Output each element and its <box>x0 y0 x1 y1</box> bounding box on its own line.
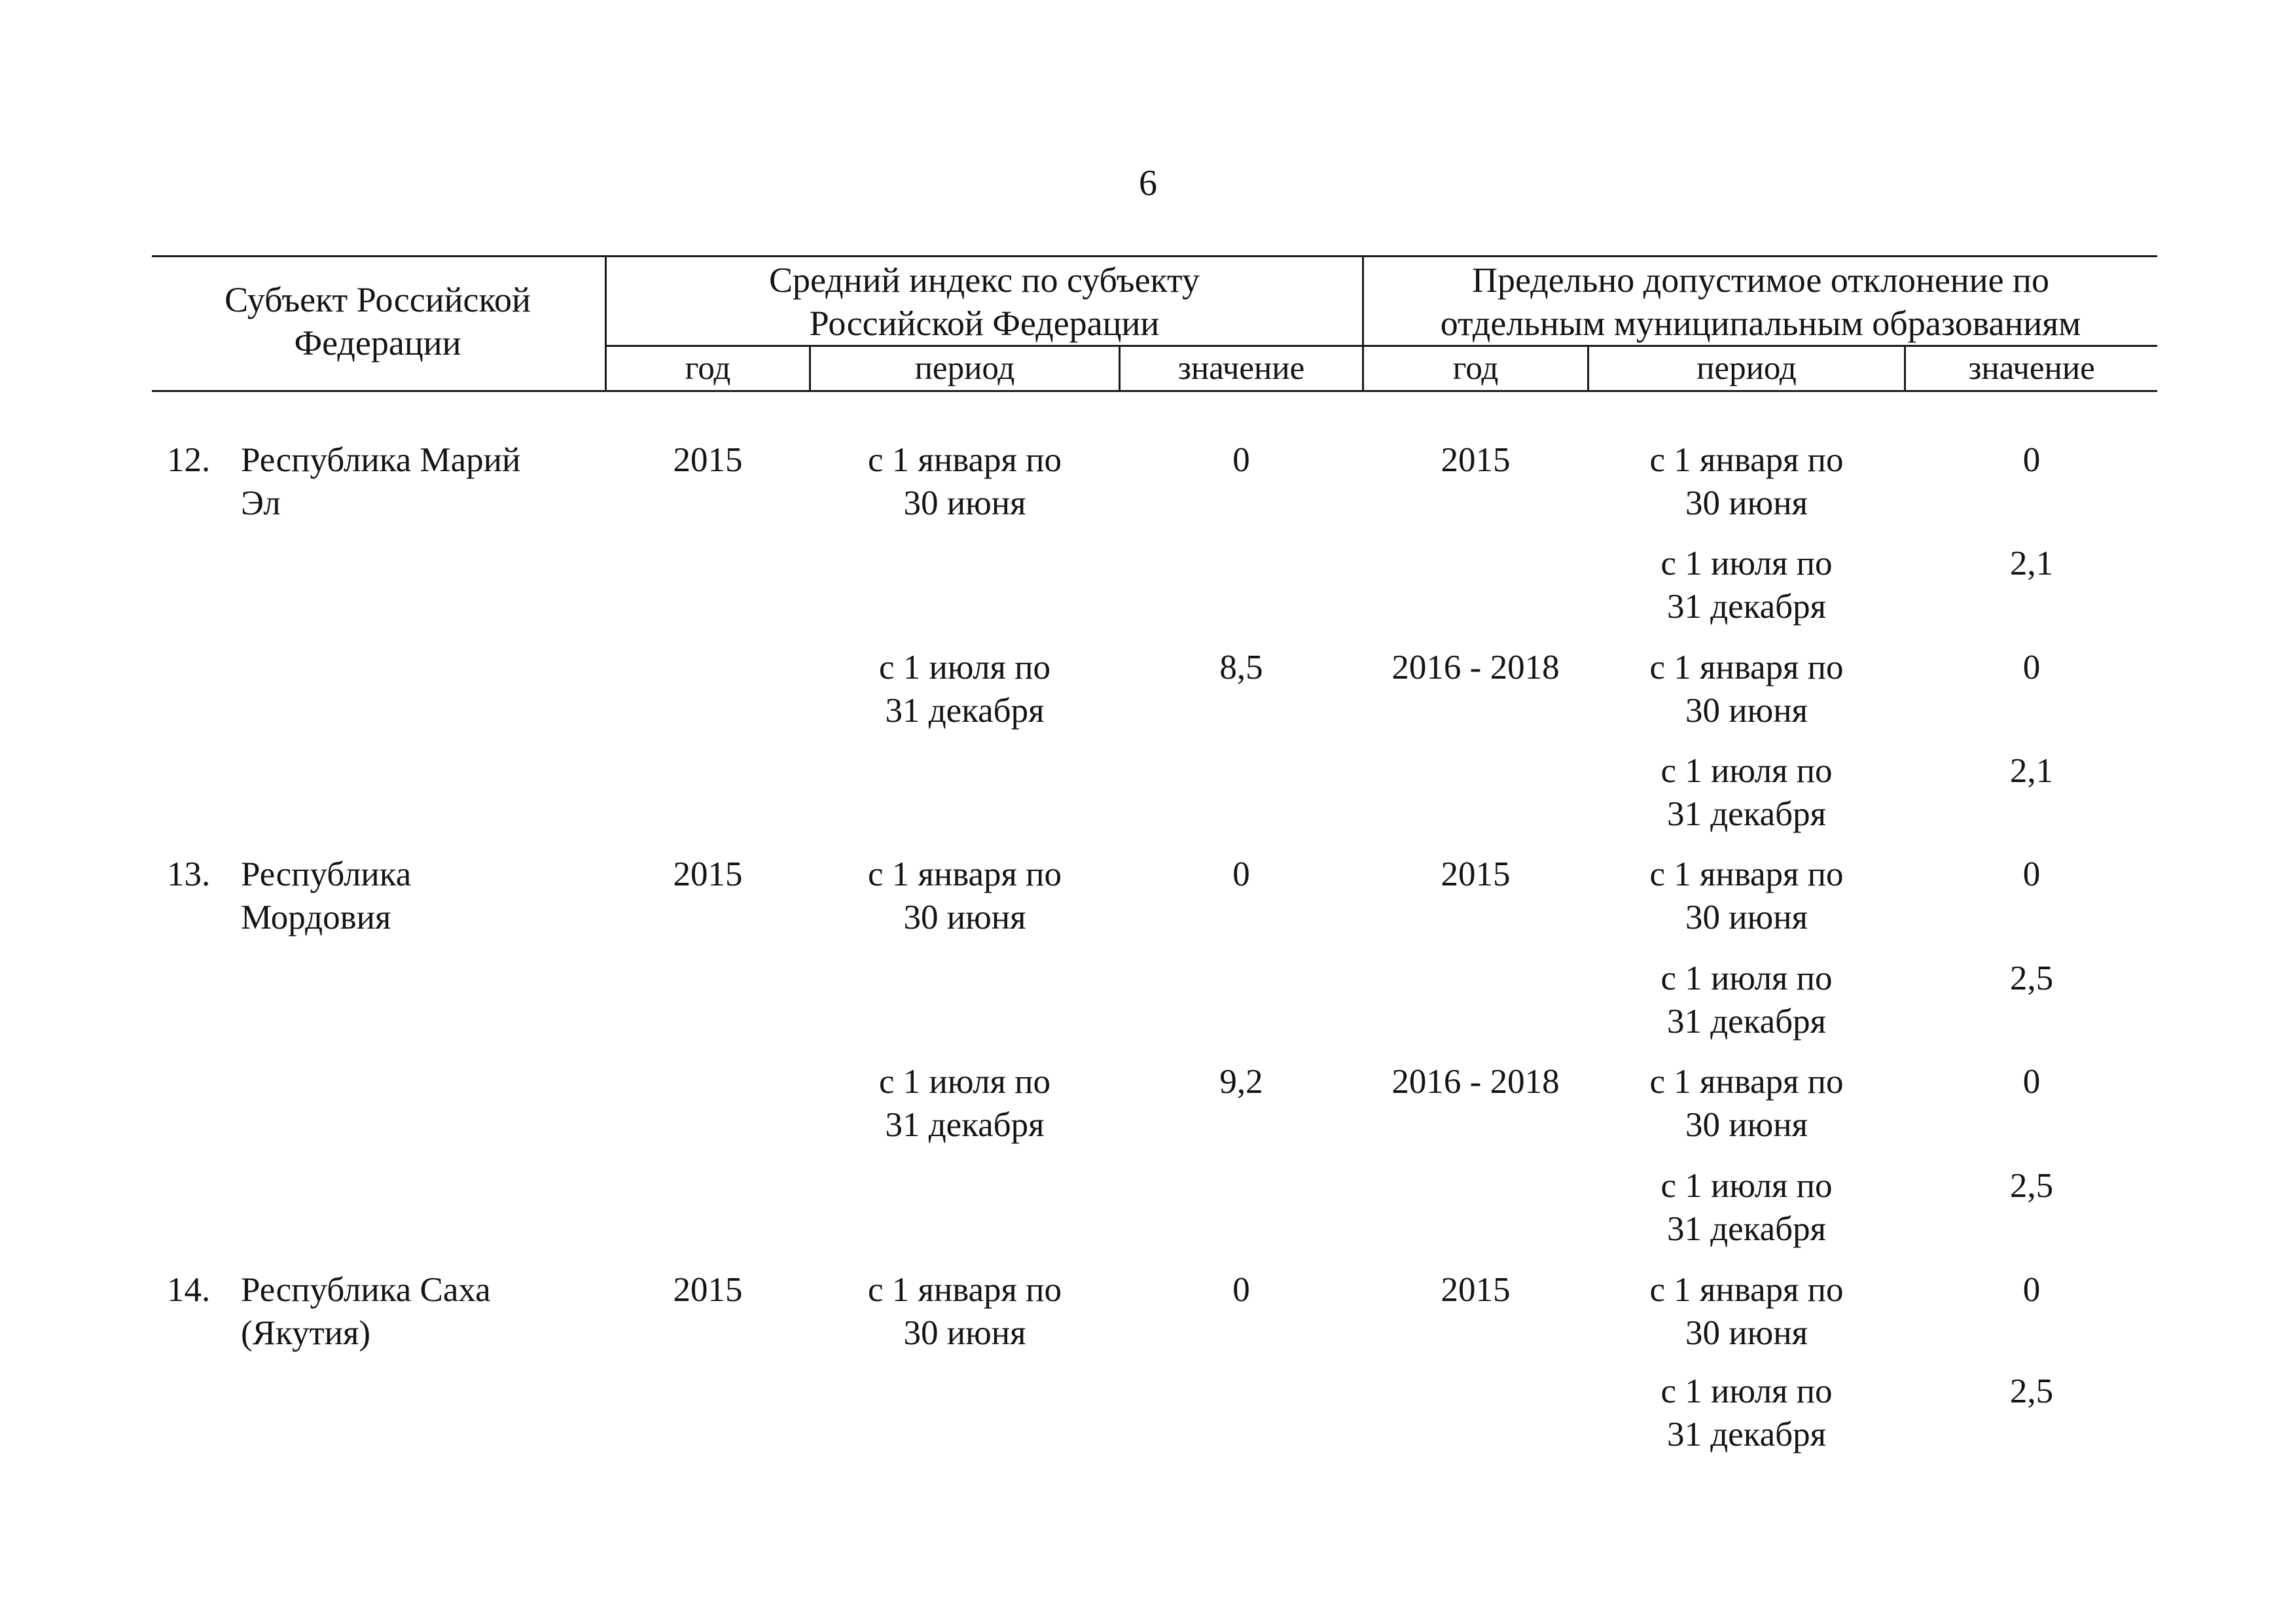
avg-value: 0 <box>1232 855 1250 893</box>
dev-period: с 1 июля по 31 декабря <box>1660 544 1833 626</box>
header-subject: Субъект Российской Федерации <box>224 280 531 363</box>
avg-period: с 1 июля по 31 декабря <box>878 649 1051 730</box>
dev-value: 2,1 <box>2009 544 2054 582</box>
page-number: 6 <box>1139 163 1157 204</box>
dev-value: 0 <box>2022 855 2041 893</box>
avg-year: 2015 <box>673 855 743 893</box>
avg-year: 2015 <box>673 441 743 479</box>
dev-value: 2,1 <box>2009 752 2054 790</box>
dev-period: с 1 июля по 31 декабря <box>1660 1372 1833 1454</box>
header-bottom-rule <box>152 390 2157 392</box>
dev-value: 2,5 <box>2009 1372 2054 1410</box>
dev-year: 2015 <box>1441 441 1511 479</box>
dev-year: 2016 - 2018 <box>1391 649 1560 687</box>
col-dev-value: значение <box>1968 350 2095 387</box>
dev-value: 2,5 <box>2009 1167 2054 1205</box>
dev-value: 0 <box>2022 1063 2041 1101</box>
table-top-rule <box>152 255 2157 257</box>
dev-period: с 1 января по 30 июня <box>1649 855 1844 936</box>
avg-period: с 1 января по 30 июня <box>867 441 1062 522</box>
avg-value: 9,2 <box>1219 1063 1263 1101</box>
row-number: 12. <box>167 441 211 479</box>
dev-value: 0 <box>2022 1271 2041 1309</box>
subject-name: Республика Саха (Якутия) <box>241 1271 491 1352</box>
header-sub-rule <box>606 345 2157 347</box>
dev-period: с 1 января по 30 июня <box>1649 1063 1844 1144</box>
row-number: 13. <box>167 855 211 893</box>
dev-period: с 1 июля по 31 декабря <box>1660 1167 1833 1248</box>
avg-period: с 1 января по 30 июня <box>867 1271 1062 1352</box>
header-max-deviation: Предельно допустимое отклонение по отдельным муниципальным образованиям <box>1440 260 2081 343</box>
dev-period: с 1 июля по 31 декабря <box>1660 752 1833 833</box>
dev-value: 0 <box>2022 649 2041 687</box>
col-dev-period: период <box>1696 350 1797 387</box>
col-dev-year: год <box>1452 350 1499 387</box>
dev-year: 2015 <box>1441 1271 1511 1309</box>
avg-value: 8,5 <box>1219 649 1263 687</box>
dev-period: с 1 января по 30 июня <box>1649 649 1844 730</box>
header-avg-index: Средний индекс по субъекту Российской Федерации <box>769 260 1200 343</box>
dev-period: с 1 января по 30 июня <box>1649 1271 1844 1352</box>
dev-value: 0 <box>2022 441 2041 479</box>
col-avg-year: год <box>685 350 731 387</box>
avg-period: с 1 января по 30 июня <box>867 855 1062 936</box>
avg-value: 0 <box>1232 441 1250 479</box>
dev-year: 2015 <box>1441 855 1511 893</box>
avg-period: с 1 июля по 31 декабря <box>878 1063 1051 1144</box>
subject-name: Республика Марий Эл <box>241 441 521 522</box>
row-number: 14. <box>167 1271 211 1309</box>
avg-value: 0 <box>1232 1271 1250 1309</box>
subject-name: Республика Мордовия <box>241 855 412 936</box>
dev-value: 2,5 <box>2009 959 2054 997</box>
dev-period: с 1 июля по 31 декабря <box>1660 959 1833 1041</box>
col-avg-value: значение <box>1177 350 1305 387</box>
dev-period: с 1 января по 30 июня <box>1649 441 1844 522</box>
dev-year: 2016 - 2018 <box>1391 1063 1560 1101</box>
col-avg-period: период <box>914 350 1015 387</box>
avg-year: 2015 <box>673 1271 743 1309</box>
